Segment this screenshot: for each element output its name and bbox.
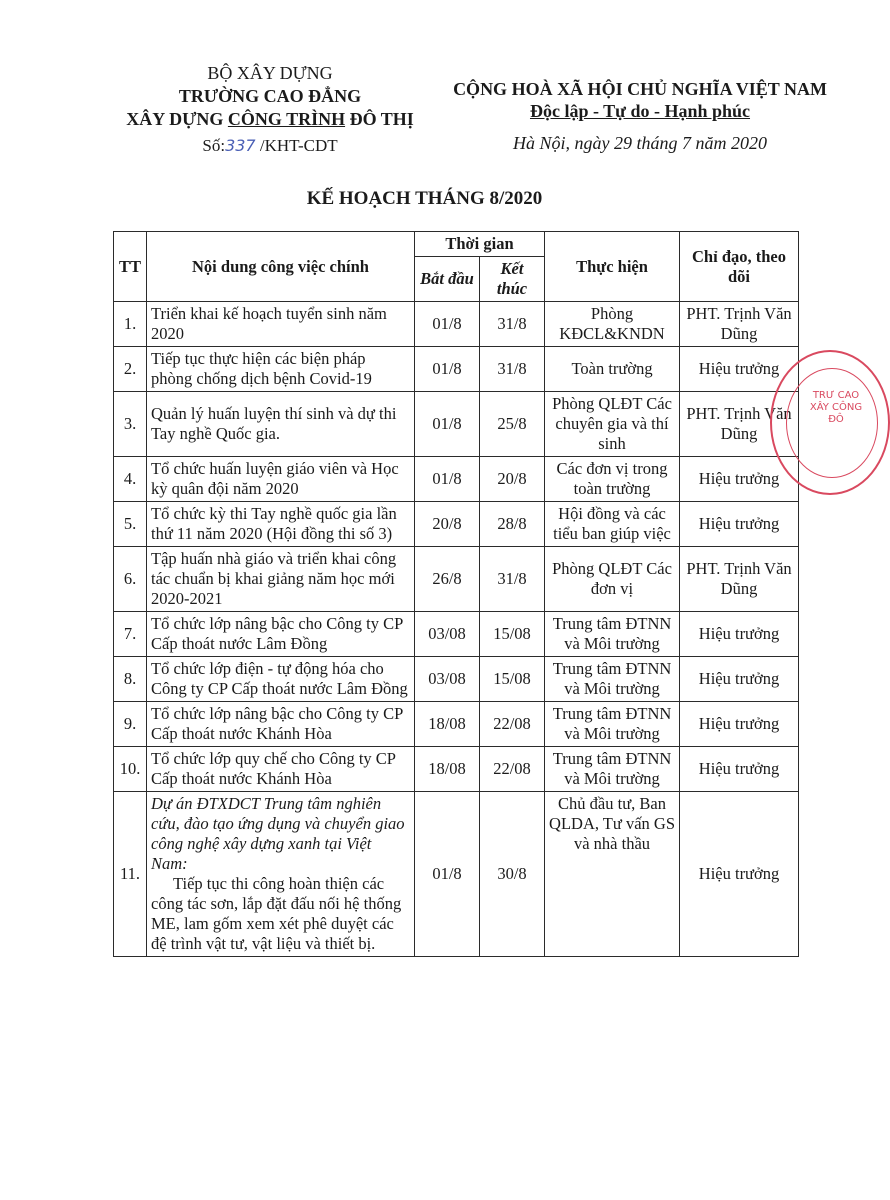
start-date: 03/08 (415, 612, 480, 657)
col-end-header: Kết thúc (480, 257, 545, 302)
col-content-header: Nội dung công việc chính (147, 232, 415, 302)
supervisor: Hiệu trưởng (680, 347, 799, 392)
supervisor: PHT. Trịnh Văn Dũng (680, 392, 799, 457)
table-row (114, 547, 799, 612)
start-date: 01/8 (415, 347, 480, 392)
ministry-name: BỘ XÂY DỰNG (207, 63, 333, 83)
executor: Trung tâm ĐTNN và Môi trường (545, 702, 680, 747)
task-content: Quản lý huấn luyện thí sinh và dự thi Tay nghề Quốc gia. (147, 392, 415, 457)
row-number: 8. (114, 657, 147, 702)
supervisor: Hiệu trưởng (680, 747, 799, 792)
table-header-row (114, 232, 799, 257)
national-motto: Độc lập - Tự do - Hạnh phúc (529, 101, 751, 121)
start-date: 20/8 (415, 502, 480, 547)
start-date: 03/08 (415, 657, 480, 702)
handwritten-number: 337 (225, 136, 256, 155)
executor: Chủ đầu tư, Ban QLDA, Tư vấn GS và nhà thầu (545, 792, 680, 957)
task-content: Tổ chức huấn luyện giáo viên và Học kỳ quân đội năm 2020 (147, 457, 415, 502)
end-date: 31/8 (480, 547, 545, 612)
table-row (114, 457, 799, 502)
col-executor-header: Thực hiện (545, 232, 680, 302)
start-date: 01/8 (415, 392, 480, 457)
task-content: Tổ chức lớp điện - tự động hóa cho Công ty CP Cấp thoát nước Lâm Đồng (147, 657, 415, 702)
header-left (105, 62, 435, 157)
row-number: 5. (114, 502, 147, 547)
executor: Phòng KĐCL&KNDN (545, 302, 680, 347)
supervisor: Hiệu trưởng (680, 657, 799, 702)
task-content (147, 792, 415, 957)
document-number: Số:337 /KHT-CDT (202, 136, 338, 155)
table-row (114, 612, 799, 657)
task-content: Tập huấn nhà giáo và triển khai công tác chuẩn bị khai giảng năm học mới 2020-2021 (147, 547, 415, 612)
col-supervisor-header: Chỉ đạo, theo dõi (680, 232, 799, 302)
row-number: 10. (114, 747, 147, 792)
red-seal-stamp (770, 350, 890, 495)
table-row (114, 347, 799, 392)
place-date: Hà Nội, ngày 29 tháng 7 năm 2020 (513, 133, 767, 153)
seal-text: TRƯ CAO XÂY CÔNG ĐÔ (809, 390, 863, 425)
table-row (114, 702, 799, 747)
end-date: 31/8 (480, 302, 545, 347)
task-content: Tổ chức lớp quy chế cho Công ty CP Cấp thoát nước Khánh Hòa (147, 747, 415, 792)
end-date: 15/08 (480, 612, 545, 657)
end-date: 25/8 (480, 392, 545, 457)
table-row (114, 502, 799, 547)
end-date: 28/8 (480, 502, 545, 547)
row-number: 7. (114, 612, 147, 657)
document-title: KẾ HOẠCH THÁNG 8/2020 (306, 188, 543, 209)
country-name: CỘNG HOÀ XÃ HỘI CHỦ NGHĨA VIỆT NAM (453, 79, 827, 99)
col-start-header: Bắt đầu (415, 257, 480, 302)
task-content: Tổ chức lớp nâng bậc cho Công ty CP Cấp thoát nước Lâm Đồng (147, 612, 415, 657)
plan-table (113, 231, 799, 957)
start-date: 01/8 (415, 792, 480, 957)
row-number: 6. (114, 547, 147, 612)
start-date: 26/8 (415, 547, 480, 612)
end-date: 20/8 (480, 457, 545, 502)
executor: Phòng QLĐT Các chuyên gia và thí sinh (545, 392, 680, 457)
task-content: Tiếp tục thực hiện các biện pháp phòng chống dịch bệnh Covid-19 (147, 347, 415, 392)
supervisor: Hiệu trưởng (680, 702, 799, 747)
start-date: 18/08 (415, 702, 480, 747)
school-name-line2: XÂY DỰNG CÔNG TRÌNH ĐÔ THỊ (126, 109, 414, 129)
end-date: 22/08 (480, 747, 545, 792)
start-date: 01/8 (415, 302, 480, 347)
project-title: Dự án ĐTXDCT Trung tâm nghiên cứu, đào tạo ứng dụng và chuyển giao công nghệ xây dựng xanh tại Việt Nam: (151, 794, 405, 873)
executor: Trung tâm ĐTNN và Môi trường (545, 612, 680, 657)
row-number: 4. (114, 457, 147, 502)
task-content: Tổ chức lớp nâng bậc cho Công ty CP Cấp thoát nước Khánh Hòa (147, 702, 415, 747)
executor: Trung tâm ĐTNN và Môi trường (545, 657, 680, 702)
table-row (114, 392, 799, 457)
executor: Trung tâm ĐTNN và Môi trường (545, 747, 680, 792)
col-time-header: Thời gian (415, 232, 545, 257)
start-date: 18/08 (415, 747, 480, 792)
row-number: 9. (114, 702, 147, 747)
table-row (114, 747, 799, 792)
task-content: Tổ chức kỳ thi Tay nghề quốc gia lần thứ 11 năm 2020 (Hội đồng thi số 3) (147, 502, 415, 547)
supervisor: Hiệu trưởng (680, 502, 799, 547)
executor: Phòng QLĐT Các đơn vị (545, 547, 680, 612)
supervisor: Hiệu trưởng (680, 612, 799, 657)
row-number: 1. (114, 302, 147, 347)
supervisor: PHT. Trịnh Văn Dũng (680, 302, 799, 347)
end-date: 22/08 (480, 702, 545, 747)
task-content: Triển khai kế hoạch tuyển sinh năm 2020 (147, 302, 415, 347)
supervisor: Hiệu trưởng (680, 457, 799, 502)
executor: Toàn trường (545, 347, 680, 392)
executor: Hội đồng và các tiểu ban giúp việc (545, 502, 680, 547)
row-number: 11. (114, 792, 147, 957)
project-description: Tiếp tục thi công hoàn thiện các công tác sơn, lắp đặt đấu nối hệ thống ME, lam gốm xem xét phê duyệt các đệ trình vật tư, vật liệu và thiết bị. (151, 874, 402, 953)
row-number: 3. (114, 392, 147, 457)
school-name-line1: TRƯỜNG CAO ĐẲNG (178, 86, 362, 106)
table-row (114, 792, 799, 957)
table-row (114, 657, 799, 702)
table-row (114, 302, 799, 347)
supervisor: PHT. Trịnh Văn Dũng (680, 547, 799, 612)
end-date: 15/08 (480, 657, 545, 702)
header-right (440, 78, 840, 154)
supervisor: Hiệu trưởng (680, 792, 799, 957)
start-date: 01/8 (415, 457, 480, 502)
end-date: 31/8 (480, 347, 545, 392)
executor: Các đơn vị trong toàn trường (545, 457, 680, 502)
col-tt-header: TT (114, 232, 147, 302)
end-date: 30/8 (480, 792, 545, 957)
row-number: 2. (114, 347, 147, 392)
